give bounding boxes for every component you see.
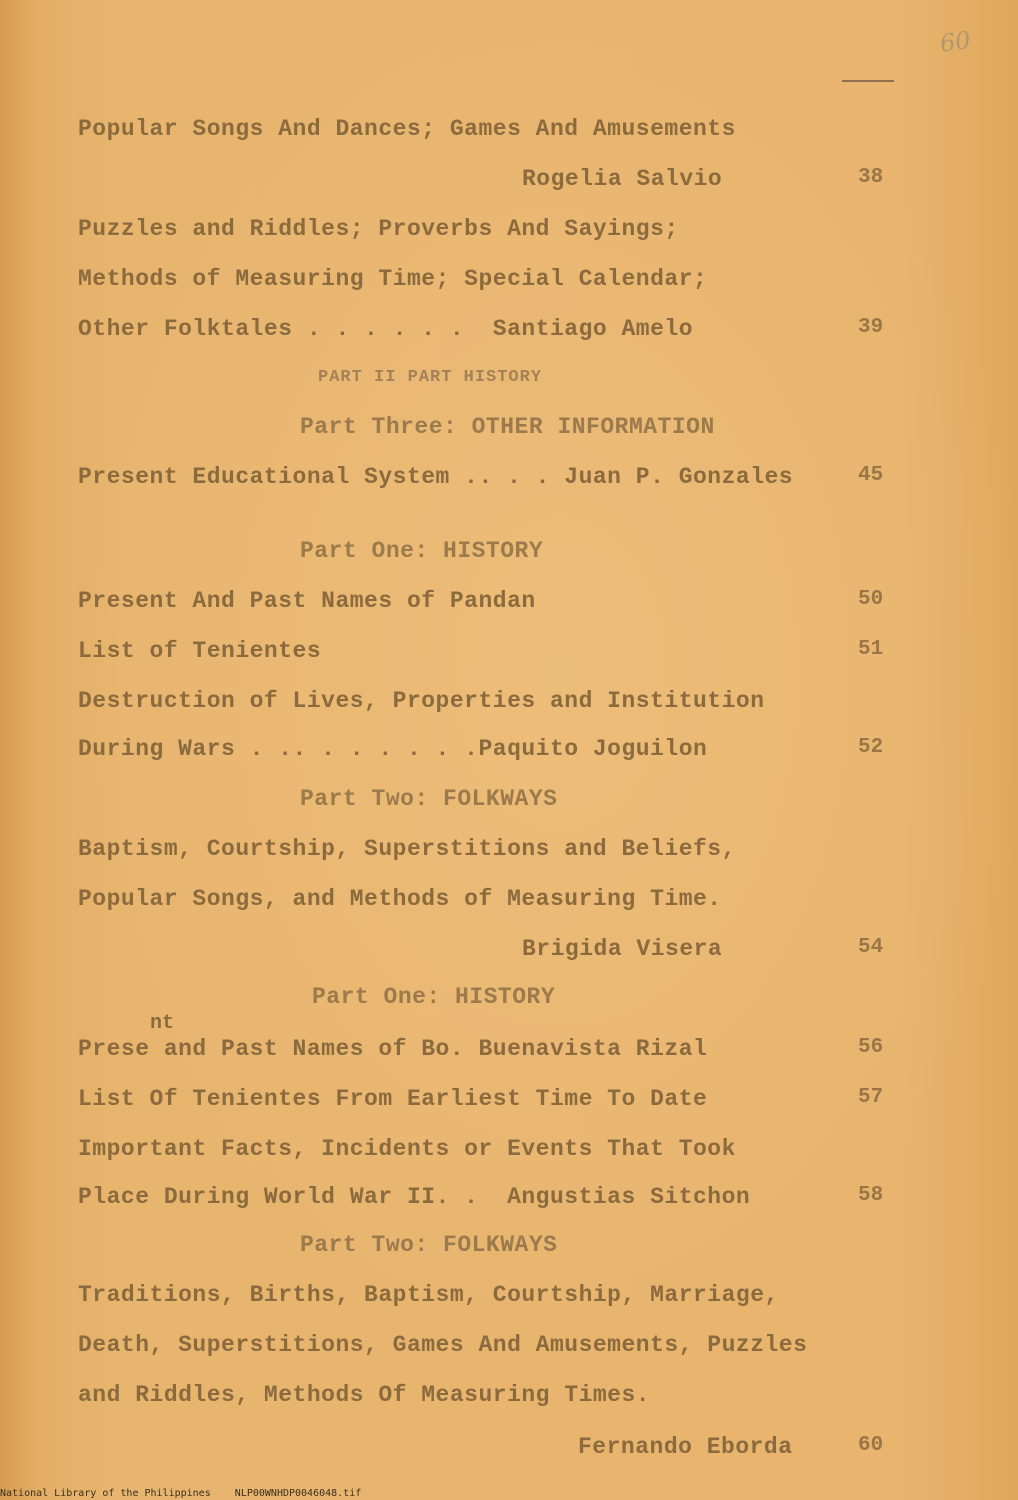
toc-line: Important Facts, Incidents or Events That Took (78, 1136, 736, 1162)
toc-page-number: 60 (858, 1434, 884, 1457)
toc-page-number: 57 (858, 1086, 884, 1109)
section-heading: Part One: HISTORY (312, 984, 556, 1010)
struck-heading: PART II PART HISTORY (318, 368, 543, 387)
toc-page-number: 51 (858, 638, 884, 661)
section-heading: Part Three: OTHER INFORMATION (300, 414, 715, 440)
typed-insertion: nt (150, 1012, 175, 1035)
toc-author: Fernando Eborda (578, 1434, 793, 1460)
toc-line: Destruction of Lives, Properties and Institution (78, 688, 765, 714)
toc-page-number: 56 (858, 1036, 884, 1059)
toc-line: List Of Tenientes From Earliest Time To Date (78, 1086, 708, 1112)
toc-page-number: 54 (858, 936, 884, 959)
toc-line: Present And Past Names of Pandan (78, 588, 536, 614)
toc-line: Traditions, Births, Baptism, Courtship, Marriage, (78, 1282, 779, 1308)
section-heading: Part Two: FOLKWAYS (300, 1232, 558, 1258)
toc-line: Popular Songs And Dances; Games And Amusements (78, 116, 736, 142)
handwritten-page-number: 60 (938, 26, 973, 58)
toc-author: Rogelia Salvio (522, 166, 723, 192)
scan-footer: National Library of the Philippines NLP00WNHDP0046048.tif (0, 1488, 362, 1499)
toc-line: Present Educational System .. . . Juan P. Gonzales (78, 464, 794, 490)
toc-author: Brigida Visera (522, 936, 723, 962)
toc-line: and Riddles, Methods Of Measuring Times. (78, 1382, 651, 1408)
toc-line: List of Tenientes (78, 638, 322, 664)
toc-page-number: 58 (858, 1184, 884, 1207)
toc-line: During Wars . .. . . . . . .Paquito Joguilon (78, 736, 708, 762)
toc-line: Baptism, Courtship, Superstitions and Beliefs, (78, 836, 736, 862)
toc-line: Other Folktales . . . . . . Santiago Amelo (78, 316, 693, 342)
top-rule (842, 80, 894, 82)
toc-line: Death, Superstitions, Games And Amusements, Puzzles (78, 1332, 808, 1358)
toc-line: Methods of Measuring Time; Special Calendar; (78, 266, 708, 292)
toc-page-number: 45 (858, 464, 884, 487)
toc-page-number: 52 (858, 736, 884, 759)
toc-page-number: 39 (858, 316, 884, 339)
toc-page-number: 38 (858, 166, 884, 189)
section-heading: Part Two: FOLKWAYS (300, 786, 558, 812)
section-heading: Part One: HISTORY (300, 538, 544, 564)
toc-line: Puzzles and Riddles; Proverbs And Sayings; (78, 216, 679, 242)
toc-line: Prese and Past Names of Bo. Buenavista Rizal (78, 1036, 708, 1062)
toc-line: Place During World War II. . Angustias Sitchon (78, 1184, 751, 1210)
toc-page-number: 50 (858, 588, 884, 611)
toc-line: Popular Songs, and Methods of Measuring Time. (78, 886, 722, 912)
